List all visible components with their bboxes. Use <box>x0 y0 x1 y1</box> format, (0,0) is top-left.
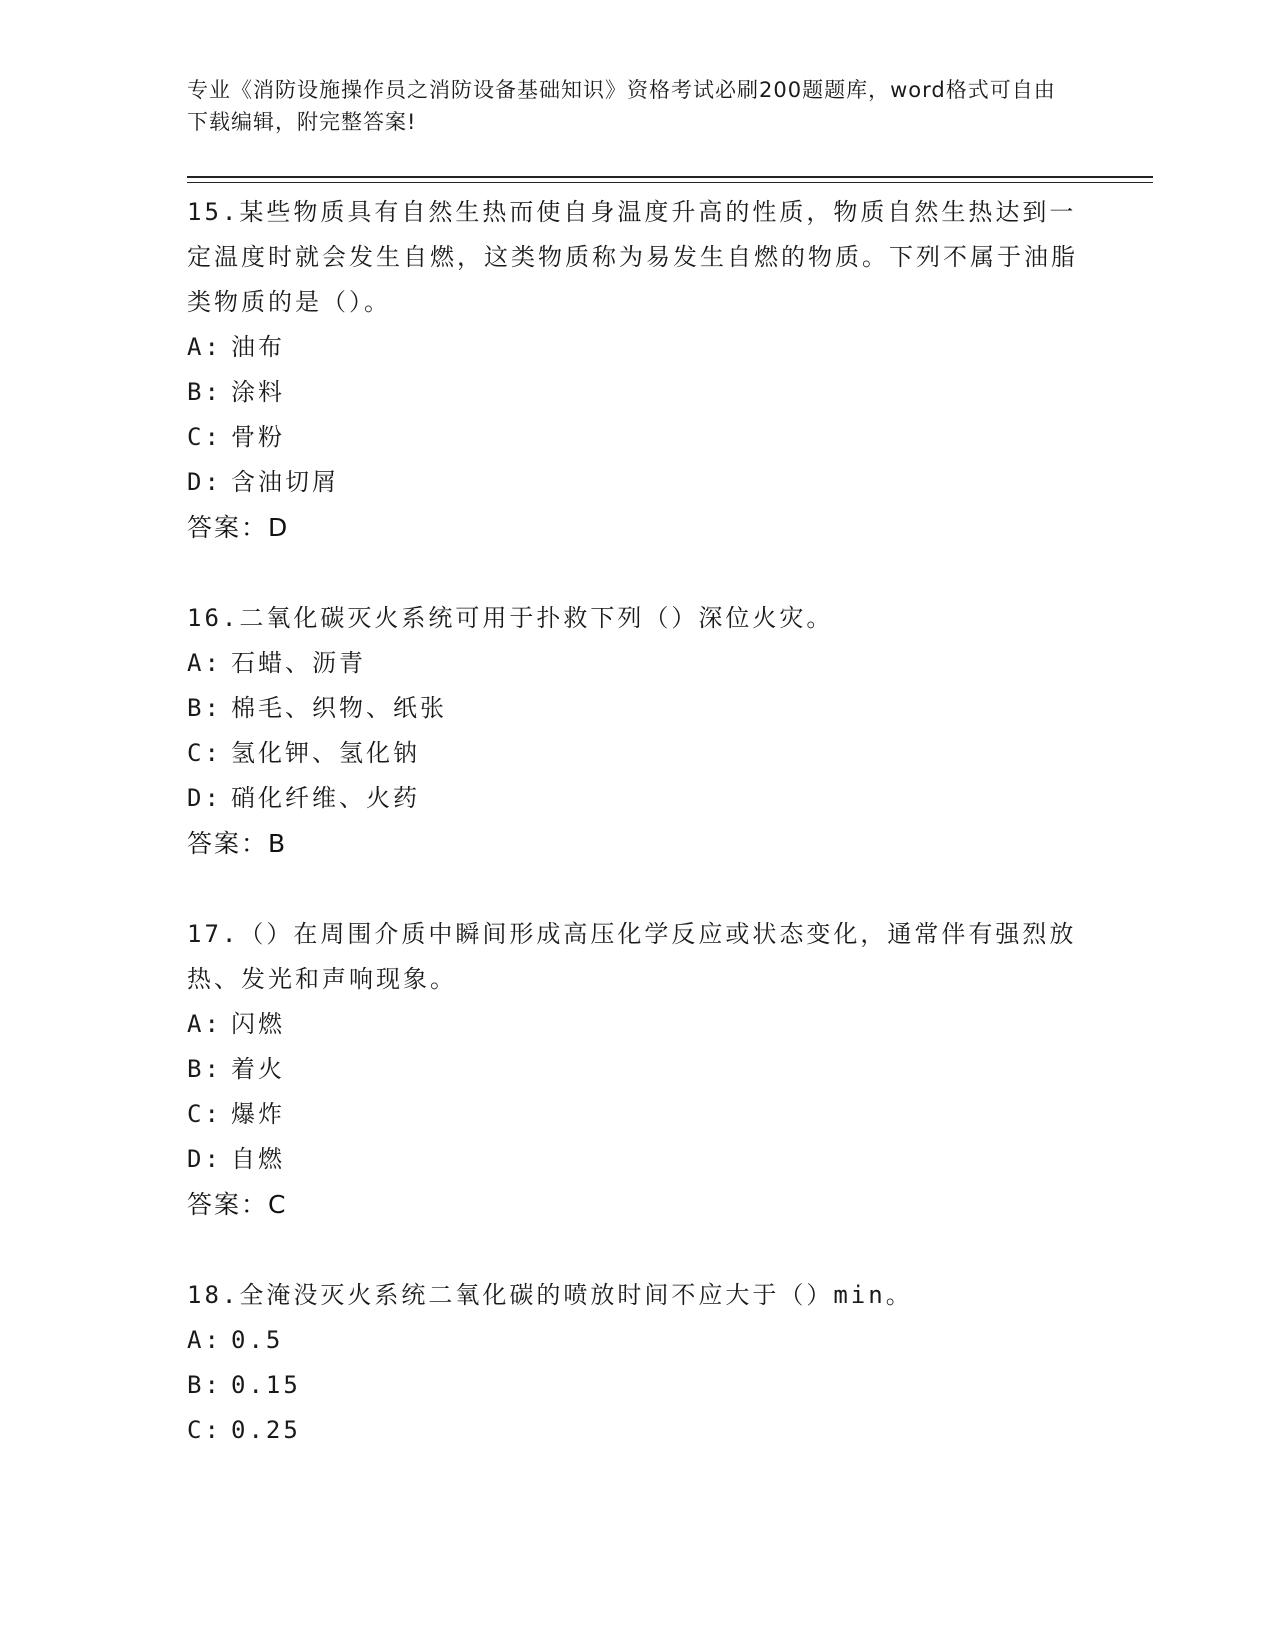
option-a <box>187 641 1087 686</box>
option-key: B: <box>187 694 222 722</box>
option-text: 硝化纤维、火药 <box>231 784 420 812</box>
option-text: 爆炸 <box>231 1100 285 1128</box>
question-16 <box>187 596 1087 866</box>
option-text: 骨粉 <box>231 423 285 451</box>
option-key: B: <box>187 1371 222 1399</box>
question-stem: 18.全淹没灭火系统二氧化碳的喷放时间不应大于（）min。 <box>187 1281 913 1309</box>
option-text: 含油切屑 <box>231 468 339 496</box>
option-text: 0.5 <box>231 1326 284 1354</box>
option-c <box>187 731 1087 776</box>
option-key: C: <box>187 423 222 451</box>
option-a <box>187 1318 1087 1363</box>
question-15 <box>187 190 1087 550</box>
header-rule-thin <box>187 182 1153 183</box>
question-17 <box>187 912 1087 1227</box>
header-rule-thick <box>187 176 1153 178</box>
option-key: D: <box>187 1145 222 1173</box>
option-key: D: <box>187 468 222 496</box>
option-d <box>187 460 1087 505</box>
answer-line: 答案：D <box>187 513 290 542</box>
option-text: 石蜡、沥青 <box>231 649 366 677</box>
option-key: D: <box>187 784 222 812</box>
question-stem: 16.二氧化碳灭火系统可用于扑救下列（）深位火灾。 <box>187 604 834 632</box>
option-text: 着火 <box>231 1055 285 1083</box>
answer-line: 答案：C <box>187 1190 288 1219</box>
option-text: 棉毛、织物、纸张 <box>231 694 447 722</box>
option-key: A: <box>187 333 222 361</box>
document-header: 专业《消防设施操作员之消防设备基础知识》资格考试必刷200题题库，word格式可自由下载编辑，附完整答案! <box>187 78 1056 134</box>
option-text: 涂料 <box>231 378 285 406</box>
option-c <box>187 1408 1087 1453</box>
question-stem: 15.某些物质具有自然生热而使自身温度升高的性质，物质自然生热达到一定温度时就会发生自燃，这类物质称为易发生自燃的物质。下列不属于油脂类物质的是（）。 <box>187 198 1078 316</box>
option-text: 自燃 <box>231 1145 285 1173</box>
option-c <box>187 415 1087 460</box>
option-b <box>187 370 1087 415</box>
option-text: 0.15 <box>231 1371 301 1399</box>
option-d <box>187 1137 1087 1182</box>
option-a <box>187 1002 1087 1047</box>
answer-line: 答案：B <box>187 829 288 858</box>
option-c <box>187 1092 1087 1137</box>
option-text: 闪燃 <box>231 1010 285 1038</box>
option-key: C: <box>187 1100 222 1128</box>
option-key: B: <box>187 378 222 406</box>
option-d <box>187 776 1087 821</box>
option-a <box>187 325 1087 370</box>
option-text: 油布 <box>231 333 285 361</box>
option-b <box>187 686 1087 731</box>
option-key: B: <box>187 1055 222 1083</box>
option-key: A: <box>187 1010 222 1038</box>
option-text: 氢化钾、氢化钠 <box>231 739 420 767</box>
option-text: 0.25 <box>231 1416 301 1444</box>
option-b <box>187 1363 1087 1408</box>
option-key: C: <box>187 739 222 767</box>
option-key: A: <box>187 649 222 677</box>
option-key: A: <box>187 1326 222 1354</box>
question-list <box>187 190 1087 1499</box>
question-stem: 17.（）在周围介质中瞬间形成高压化学反应或状态变化，通常伴有强烈放热、发光和声响现象。 <box>187 920 1077 993</box>
question-18 <box>187 1273 1087 1453</box>
option-b <box>187 1047 1087 1092</box>
option-key: C: <box>187 1416 222 1444</box>
